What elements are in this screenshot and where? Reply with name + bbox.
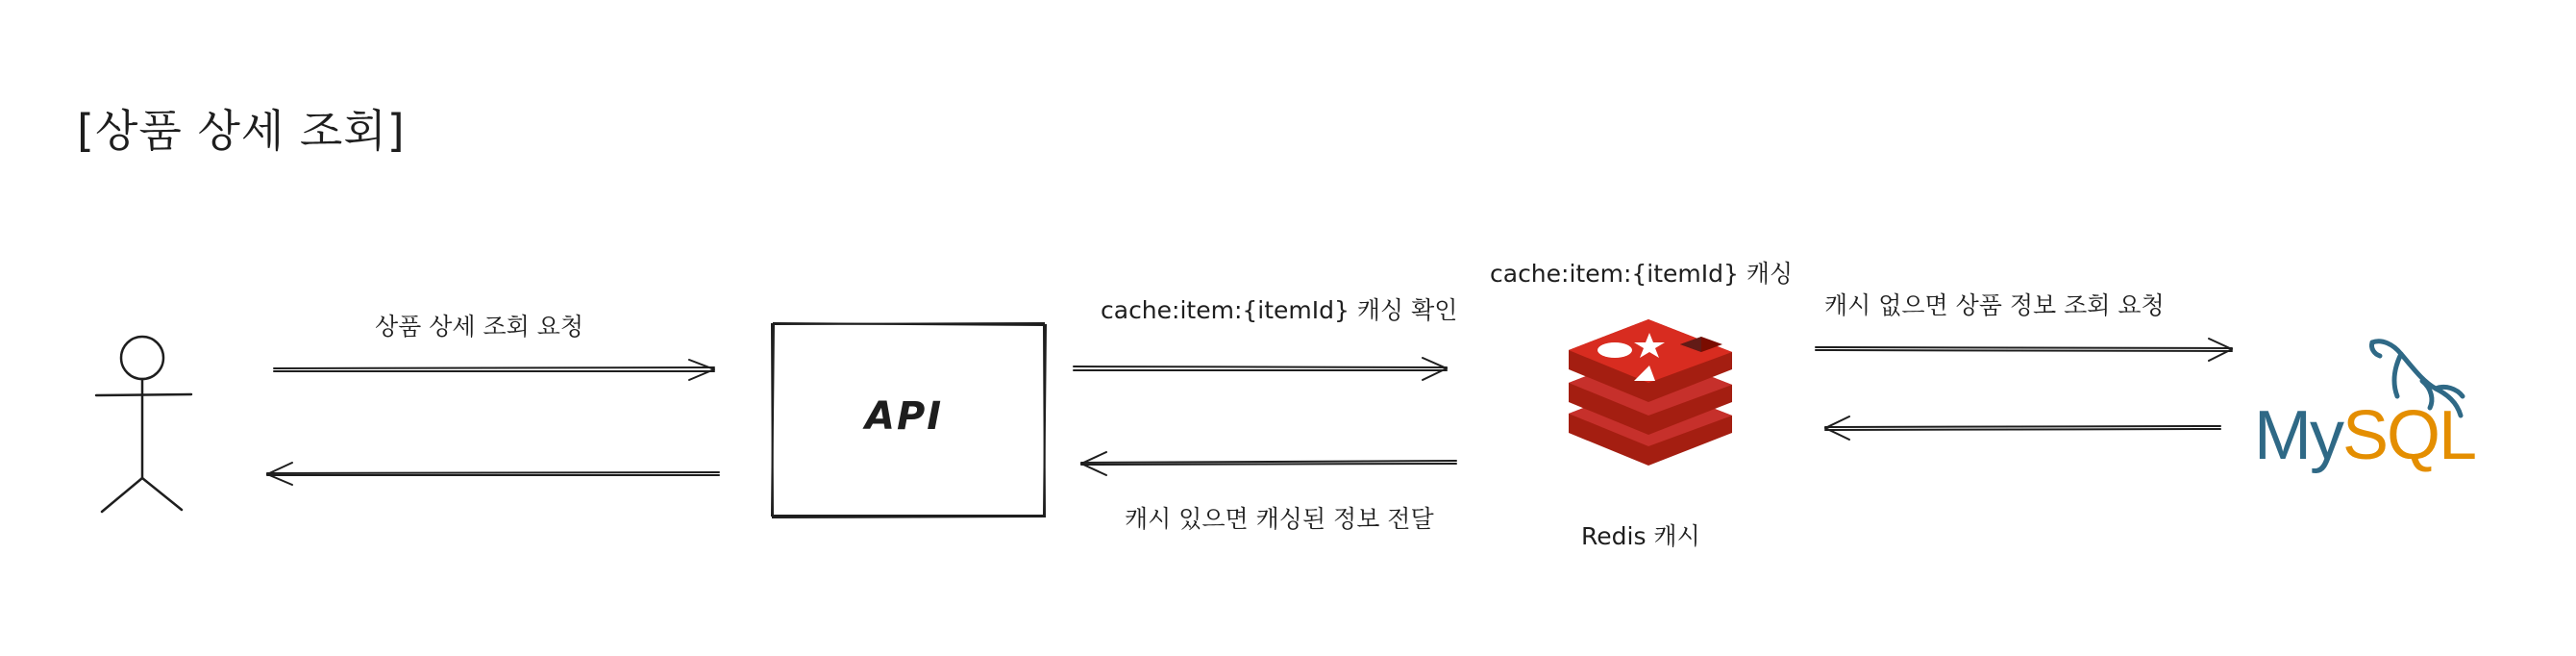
- user-actor-icon: [96, 337, 191, 512]
- redis-logo-icon: [1569, 319, 1732, 466]
- arrow-api-to-redis: [1074, 358, 1447, 380]
- api-node-label: API: [865, 394, 944, 439]
- arrow-mysql-to-redis: [1825, 416, 2220, 440]
- diagram-title: [상품 상세 조회]: [77, 105, 406, 157]
- arrow-api-to-user: [267, 463, 719, 485]
- edge-label-user-to-api: 상품 상세 조회 요청: [375, 313, 584, 341]
- mysql-logo-my: My: [2254, 397, 2342, 474]
- edge-label-redis-to-mysql: 캐시 없으면 상품 정보 조회 요청: [1824, 291, 2165, 319]
- mysql-logo: [2254, 396, 2475, 475]
- arrow-redis-to-mysql: [1816, 339, 2232, 361]
- arrow-redis-to-api: [1081, 452, 1456, 475]
- mysql-logo-sql: SQL: [2341, 397, 2476, 474]
- redis-node-label: Redis 캐시: [1581, 522, 1700, 550]
- redis-cache-key-label: cache:item:{itemId} 캐싱: [1490, 260, 1794, 288]
- edge-label-redis-to-api: 캐시 있으면 캐싱된 정보 전달: [1125, 505, 1434, 533]
- arrow-user-to-api: [274, 360, 714, 380]
- edge-label-api-to-redis: cache:item:{itemId} 캐싱 확인: [1101, 296, 1458, 324]
